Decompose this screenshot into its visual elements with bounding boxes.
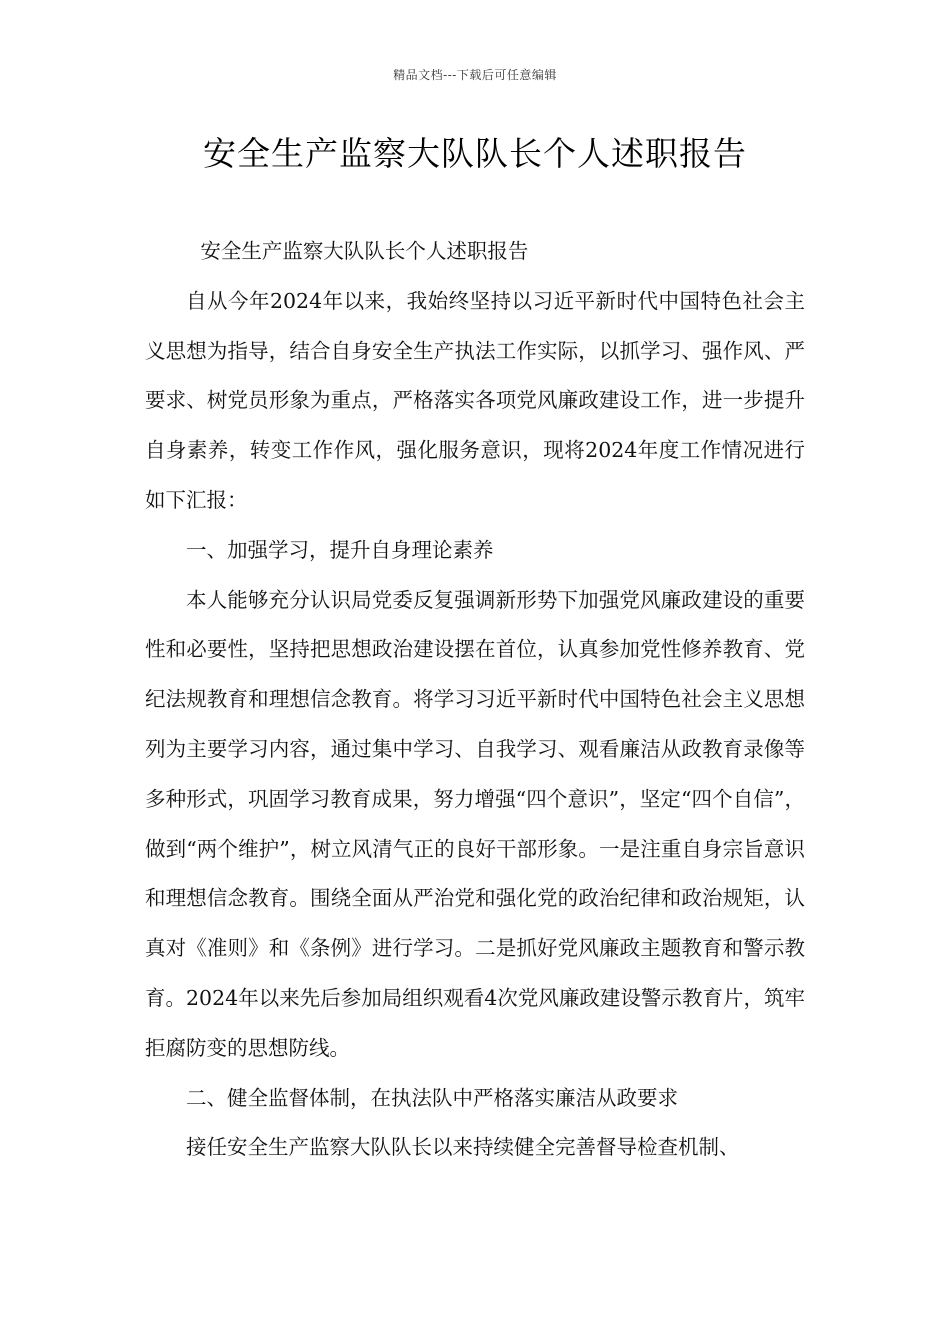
intro-paragraph: 自从今年2024年以来，我始终坚持以习近平新时代中国特色社会主义思想为指导，结合自身安全生产执法工作实际，以抓学习、强作风、严要求、树党员形象为重点，严格落实各项党风廉政建设工作，进一步提升自身素养，转变工作作风，强化服务意识，现将2024年度工作情况进行如下汇报：: [145, 288, 805, 512]
document-title: 安全生产监察大队队长个人述职报告: [203, 134, 747, 173]
section-2-paragraph: 接任安全生产监察大队队长以来持续健全完善督导检查机制、: [186, 1135, 740, 1160]
section-1-paragraph: 本人能够充分认识局党委反复强调新形势下加强党风廉政建设的重要性和必要性，坚持把思想政治建设摆在首位，认真参加党性修养教育、党纪法规教育和理想信念教育。将学习习近平新时代中国特色社会主义思想列为主要学习内容，通过集中学习、自我学习、观看廉洁从政教育录像等多种形式，巩固学习教育成果，努力增强“四个意识”，坚定“四个自信”，做到“两个维护”，树立风清气正的良好干部形象。一是注重自身宗旨意识和理想信念教育。围绕全面从严治党和强化党的政治纪律和政治规矩，认真对《准则》和《条例》进行学习。二是抓好党风廉政主题教育和警示教育。2024年以来先后参加局组织观看4次党风廉政建设警示教育片，筑牢拒腐防变的思想防线。: [145, 587, 805, 1060]
section-heading-1: 一、加强学习，提升自身理论素养: [186, 537, 494, 562]
subtitle-paragraph: 安全生产监察大队队长个人述职报告: [200, 239, 529, 263]
header-note: 精品文档---下载后可任意编辑: [393, 68, 557, 82]
document-body: [145, 227, 805, 1173]
section-heading-2: 二、健全监督体制，在执法队中严格落实廉洁从政要求: [186, 1085, 678, 1110]
